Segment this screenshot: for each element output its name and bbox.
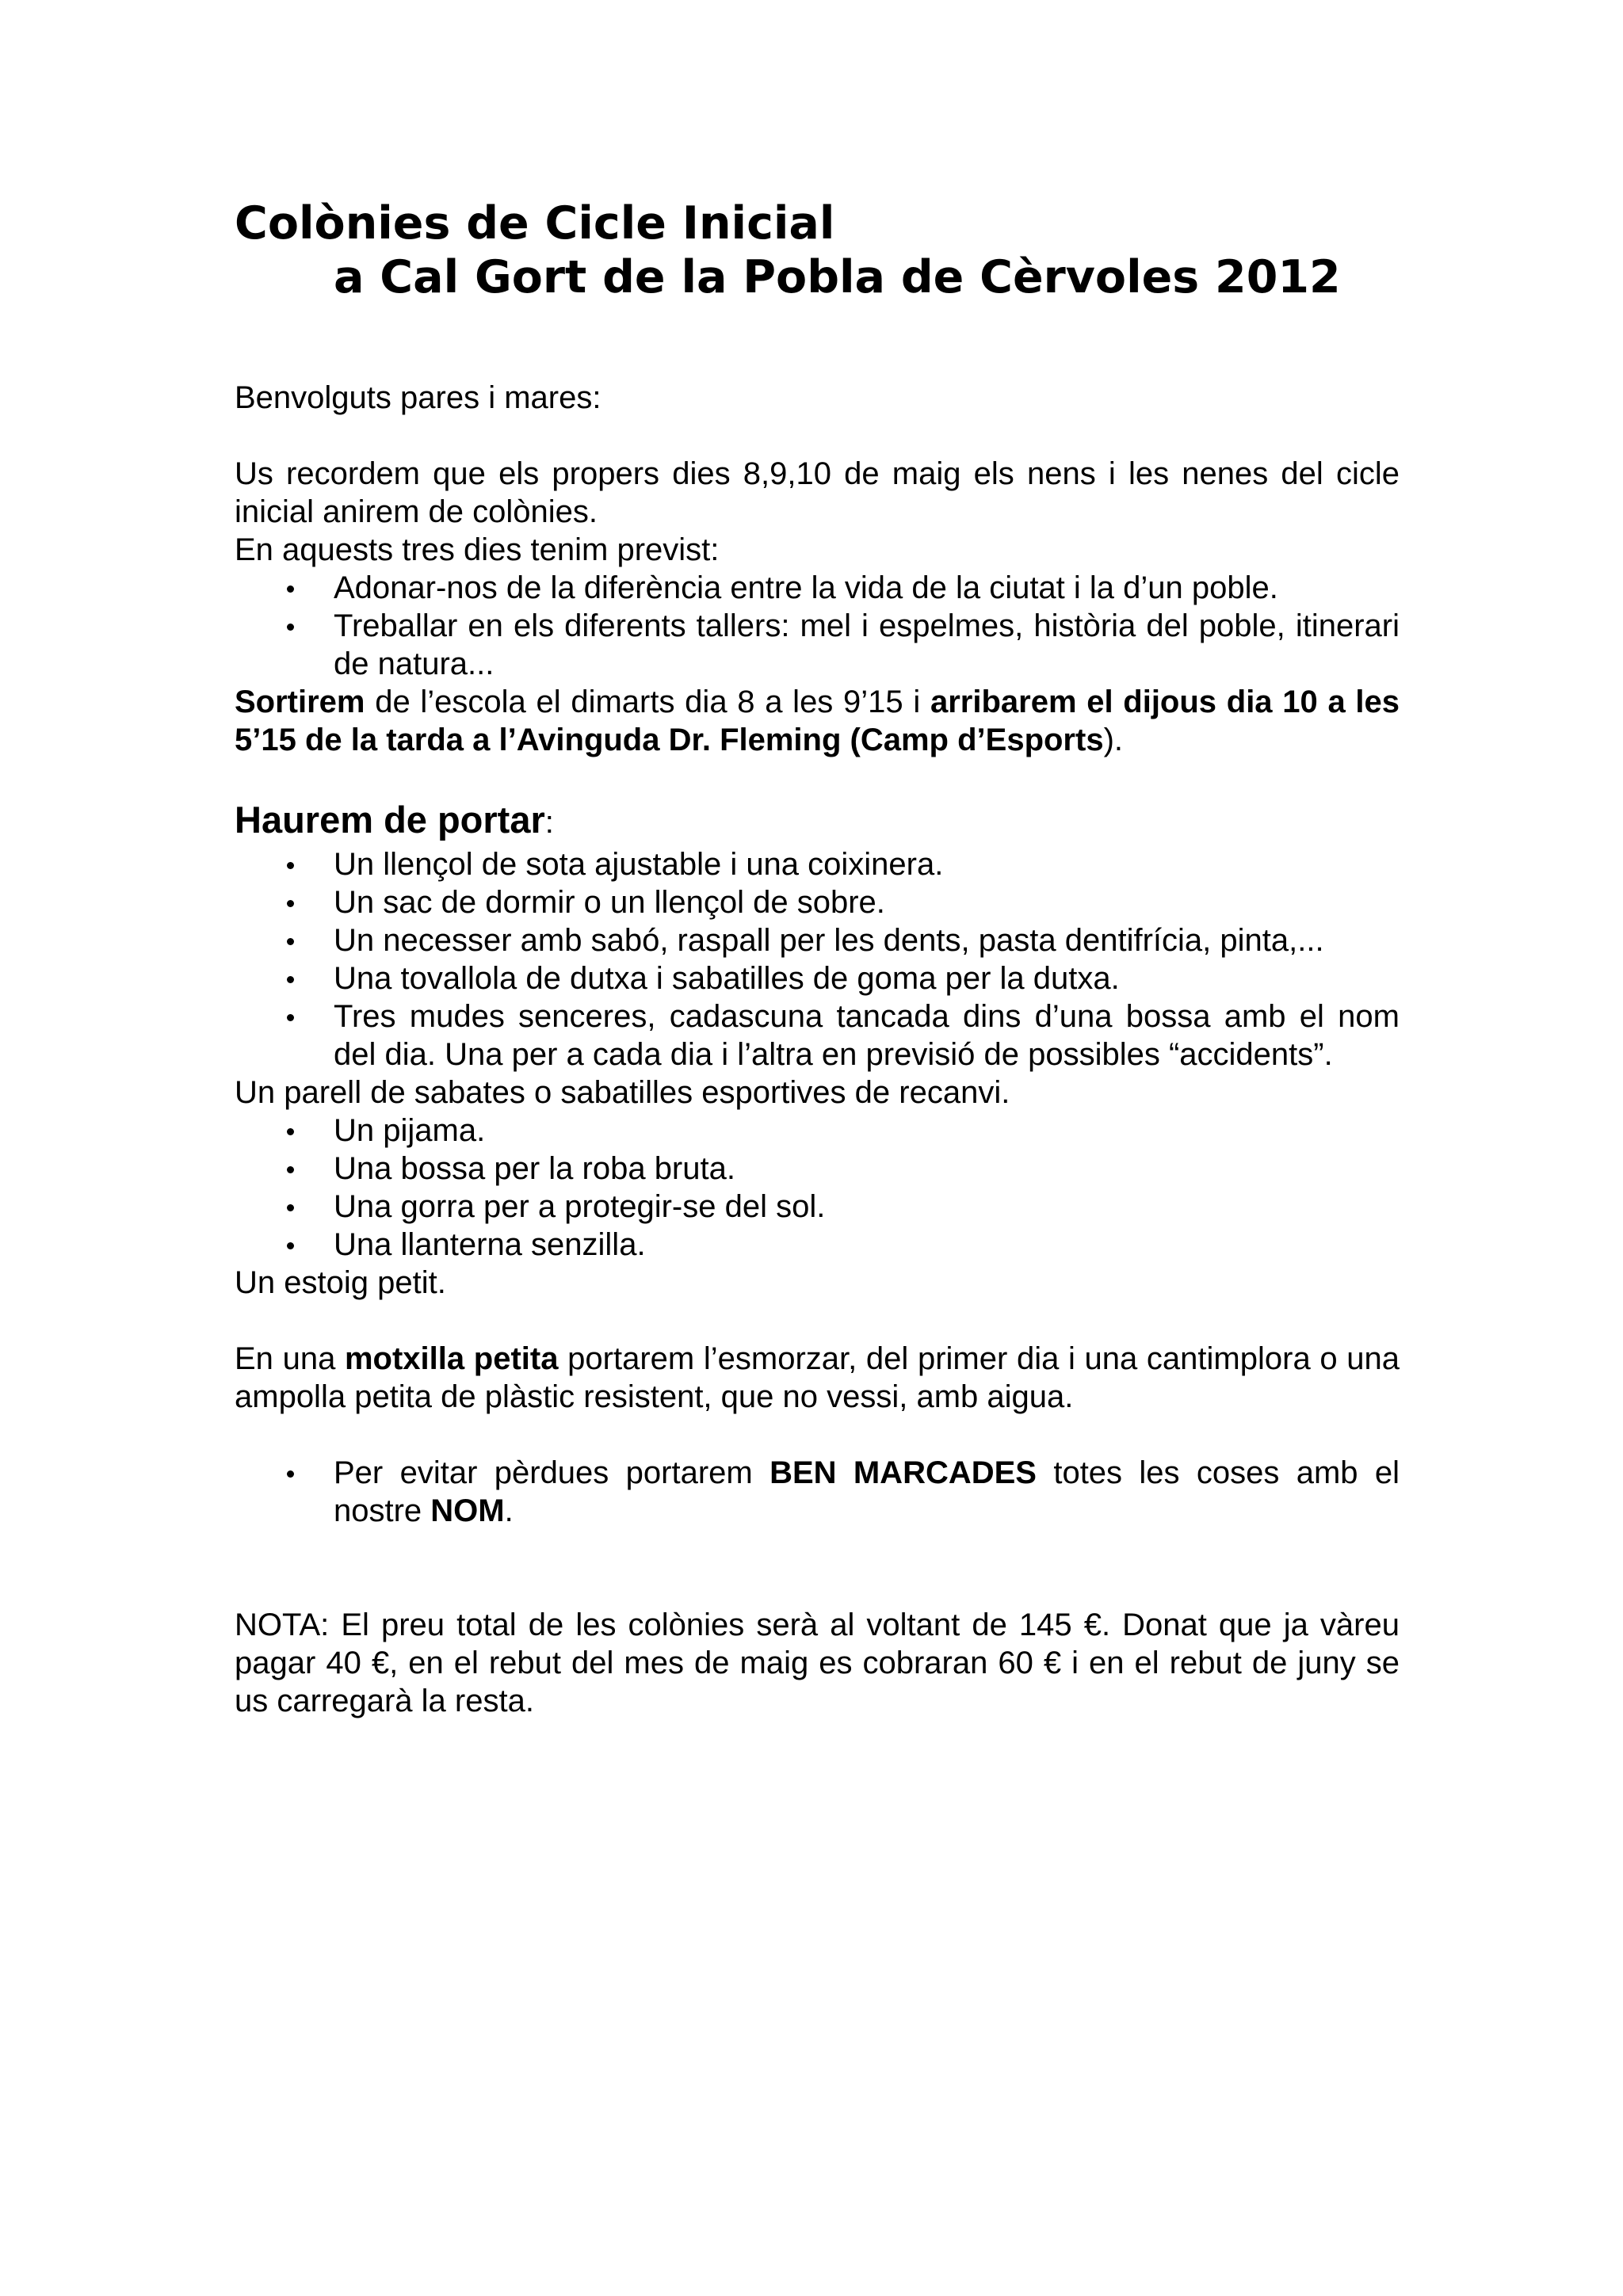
marking-list bbox=[235, 1454, 1400, 1530]
packing-standalone-2: Un estoig petit. bbox=[235, 1265, 446, 1300]
packing-heading: Haurem de portar: bbox=[235, 799, 554, 841]
list-item: Per evitar pèrdues portarem BEN MARCADES totes les coses amb el nostre NOM. bbox=[235, 1454, 1400, 1530]
packing-standalone-1: Un parell de sabates o sabatilles esportives de recanvi. bbox=[235, 1075, 1010, 1110]
departure-paragraph: Sortirem de l’escola el dimarts dia 8 a les 9’15 i arribarem el dijous dia 10 a les 5’15 de la tarda a l’Avinguda Dr. Fleming (Camp d’Esports). bbox=[235, 685, 1400, 757]
list-item: Una gorra per a protegir-se del sol. bbox=[235, 1188, 1400, 1226]
bullet-icon bbox=[287, 900, 294, 907]
bullet-icon bbox=[287, 1128, 294, 1135]
bullet-icon bbox=[287, 1166, 294, 1173]
document-body bbox=[235, 196, 1400, 1720]
list-item: Un pijama. bbox=[235, 1112, 1400, 1150]
note-paragraph: NOTA: El preu total de les colònies serà al voltant de 145 €. Donat que ja vàreu pagar 40 €, en el rebut del mes de maig es cobraran 60 € i en el rebut de juny se us carregarà la resta. bbox=[235, 1608, 1400, 1718]
packing-list-b bbox=[235, 1112, 1400, 1264]
list-item: Treballar en els diferents tallers: mel i espelmes, història del poble, itinerari de natura... bbox=[235, 607, 1400, 683]
list-item: Una tovallola de dutxa i sabatilles de goma per la dutxa. bbox=[235, 959, 1400, 997]
bullet-icon bbox=[287, 624, 294, 631]
document-title bbox=[235, 196, 1400, 304]
title-line-1: Colònies de Cicle Inicial bbox=[235, 197, 835, 250]
list-item: Adonar-nos de la diferència entre la vida de la ciutat i la d’un poble. bbox=[235, 569, 1400, 607]
bullet-icon bbox=[287, 1242, 294, 1249]
list-item: Un necesser amb sabó, raspall per les dents, pasta dentifrícia, pinta,... bbox=[235, 921, 1400, 959]
bullet-icon bbox=[287, 1014, 294, 1021]
plan-label: En aquests tres dies tenim previst: bbox=[235, 532, 720, 567]
list-item: Una bossa per la roba bruta. bbox=[235, 1150, 1400, 1188]
greeting: Benvolguts pares i mares: bbox=[235, 380, 601, 415]
list-item: Un llençol de sota ajustable i una coixinera. bbox=[235, 845, 1400, 883]
title-line-2: a Cal Gort de la Pobla de Cèrvoles 2012 bbox=[334, 251, 1341, 303]
bullet-icon bbox=[287, 1470, 294, 1478]
plan-list bbox=[235, 569, 1400, 683]
bullet-icon bbox=[287, 585, 294, 593]
bullet-icon bbox=[287, 1204, 294, 1211]
list-item: Una llanterna senzilla. bbox=[235, 1226, 1400, 1264]
bullet-icon bbox=[287, 976, 294, 983]
list-item: Tres mudes senceres, cadascuna tancada dins d’una bossa amb el nom del dia. Una per a cada dia i l’altra en previsió de possibles “accidents”. bbox=[235, 997, 1400, 1074]
backpack-paragraph: En una motxilla petita portarem l’esmorzar, del primer dia i una cantimplora o una ampolla petita de plàstic resistent, que no vessi, amb aigua. bbox=[235, 1341, 1400, 1414]
list-item: Un sac de dormir o un llençol de sobre. bbox=[235, 883, 1400, 921]
intro-paragraph: Us recordem que els propers dies 8,9,10 de maig els nens i les nenes del cicle inicial anirem de colònies. bbox=[235, 456, 1400, 529]
bullet-icon bbox=[287, 862, 294, 869]
packing-list-a bbox=[235, 845, 1400, 1074]
bullet-icon bbox=[287, 938, 294, 945]
